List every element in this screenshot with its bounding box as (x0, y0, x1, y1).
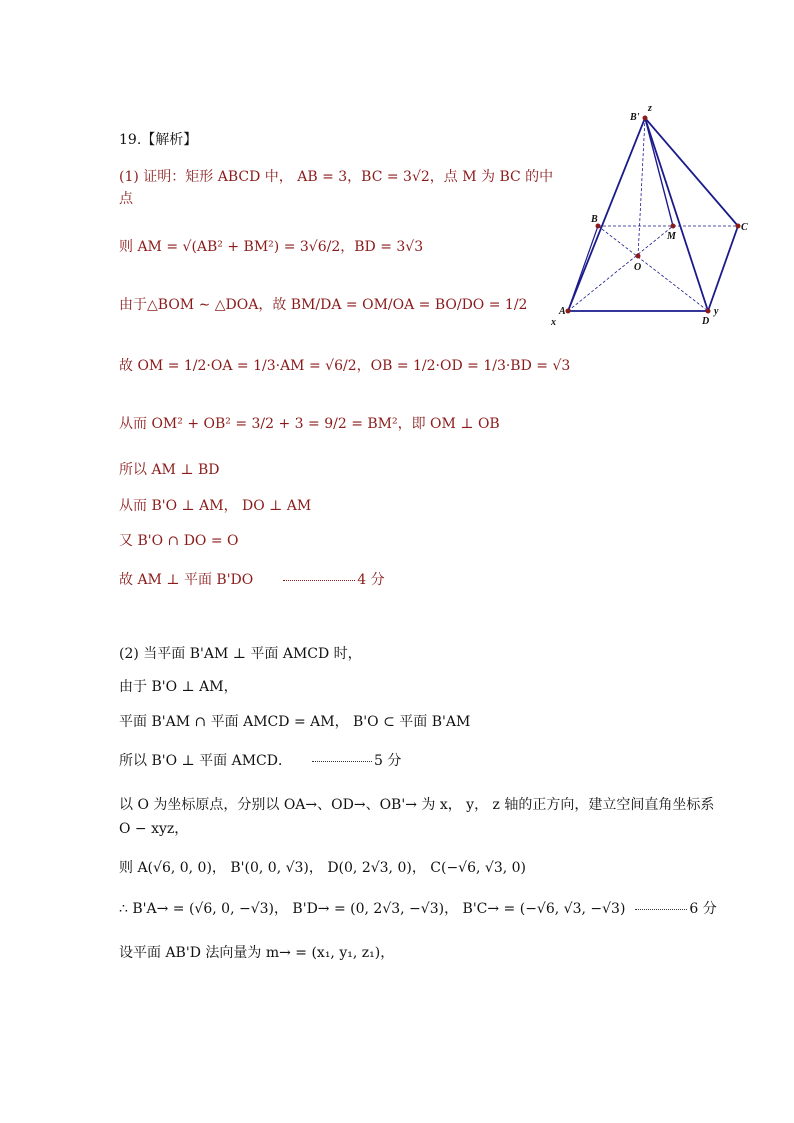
edge-A-M (568, 226, 673, 311)
label-y: y (714, 306, 719, 317)
point-A (566, 309, 571, 314)
p1-line-3: 则 AM = √(AB² + BM²) = 3√6/2，BD = 3√3 (119, 239, 424, 255)
p1-conclusion: 故 AM ⊥ 平面 B'DO (119, 572, 254, 588)
p2-line-3: 平面 B'AM ∩ 平面 AMCD = AM， B'O ⊂ 平面 B'AM (119, 714, 471, 730)
p1-line-1: (1) 证明：矩形 ABCD 中， AB = 3，BC = 3√2，点 M 为 BC 的中 (119, 169, 554, 185)
p1-line-6: 从而 OM² + OB² = 3/2 + 3 = 9/2 = BM²，即 OM ⊥ OB (119, 416, 500, 432)
p1-line-8: 从而 B'O ⊥ AM， DO ⊥ AM (119, 498, 312, 514)
pyramid-figure (548, 100, 758, 335)
p2-line-6: O − xyz， (119, 821, 189, 837)
label-M: M (667, 231, 676, 242)
score-5: 5 分 (373, 753, 402, 769)
p2-vectors: ∴ B'A→ = (√6, 0, −√3)， B'D→ = (0, 2√3, −√3)， B'C→ = (−√6, √3, −√3) (119, 901, 626, 917)
p1-line-4: 由于△BOM ∼ △DOA，故 BM/DA = OM/OA = BO/DO = 1/2 (119, 297, 528, 313)
point-C (736, 224, 741, 229)
edge-Bp-A (568, 118, 645, 311)
section-heading: 19.【解析】 (119, 132, 198, 148)
label-A: A (559, 306, 566, 317)
p2-line-8 (119, 900, 717, 918)
label-z: z (648, 103, 652, 114)
score-4: 4 分 (357, 572, 385, 588)
p2-line-1: (2) 当平面 B'AM ⊥ 平面 AMCD 时， (119, 646, 362, 662)
label-C: C (741, 222, 748, 233)
label-x: x (551, 317, 556, 328)
edge-B-D (598, 226, 708, 311)
p1-line-2: 点 (119, 191, 133, 207)
p2-statement: 所以 B'O ⊥ 平面 AMCD． (119, 753, 292, 769)
label-B: B (591, 214, 598, 225)
p1-line-10 (119, 571, 385, 589)
score-leader-dots (283, 580, 355, 581)
p1-line-5: 故 OM = 1/2·OA = 1/3·AM = √6/2，OB = 1/2·OD = 1/3·BD = √3 (119, 358, 571, 374)
edge-O-Bp (638, 118, 645, 256)
point-D (706, 309, 711, 314)
label-Bp: B' (630, 112, 640, 123)
label-O: O (634, 262, 642, 273)
p2-line-2: 由于 B'O ⊥ AM， (119, 679, 238, 695)
score-6: 6 分 (689, 901, 717, 917)
p2-line-7: 则 A(√6, 0, 0)， B'(0, 0, √3)， D(0, 2√3, 0)， C(−√6, √3, 0) (119, 860, 527, 876)
point-Bp (643, 116, 648, 121)
edge-A-B (568, 226, 598, 311)
edge-Bp-D (645, 118, 708, 311)
p2-line-9: 设平面 AB'D 法向量为 m→ = (x₁, y₁, z₁)， (119, 945, 395, 961)
p2-line-4 (119, 752, 401, 770)
point-O (636, 254, 641, 259)
label-D: D (702, 316, 710, 327)
score-leader-dots (635, 909, 687, 910)
p2-line-5: 以 O 为坐标原点，分别以 OA→、OD→、OB'→ 为 x， y， z 轴的正方向，建立空间直角坐标系 (119, 797, 715, 813)
edge-D-C (708, 226, 738, 311)
score-leader-dots (312, 761, 372, 762)
p1-line-7: 所以 AM ⊥ BD (119, 462, 220, 478)
p1-line-9: 又 B'O ∩ DO = O (119, 533, 239, 549)
point-M (671, 224, 676, 229)
